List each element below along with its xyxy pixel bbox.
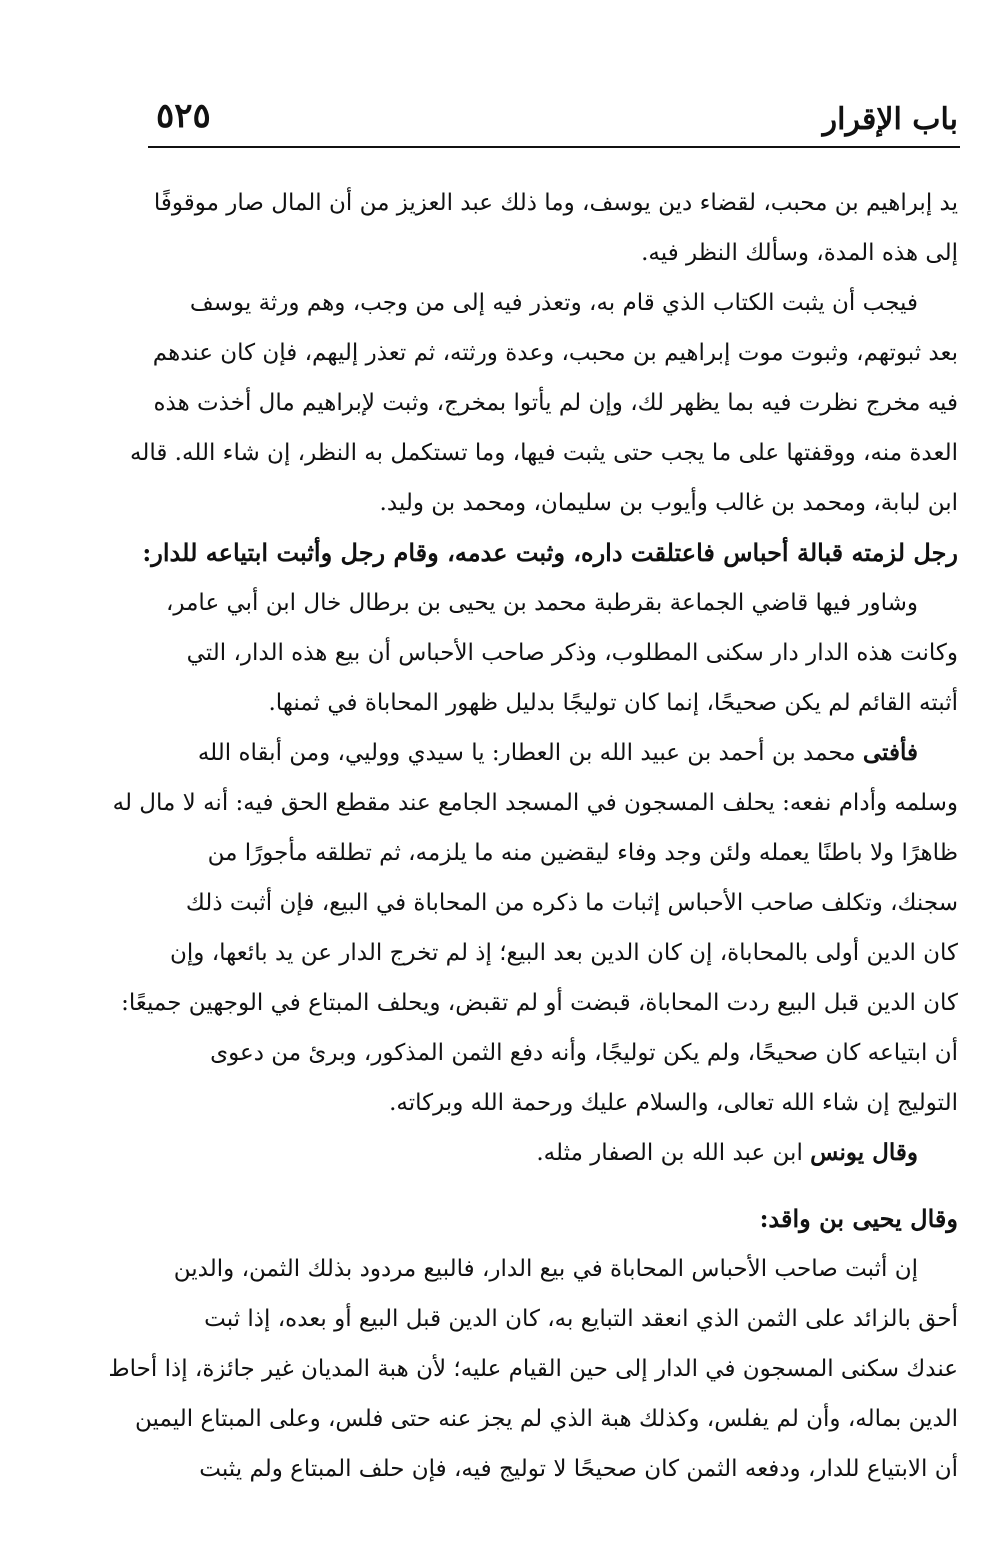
text-line: التوليج إن شاء الله تعالى، والسلام عليك ورحمة الله وبركاته. bbox=[389, 1090, 958, 1116]
text-line: وسلمه وأدام نفعه: يحلف المسجون في المسجد الجامع عند مقطع الحق فيه: أنه لا مال له bbox=[112, 790, 958, 816]
body-text bbox=[100, 178, 958, 1494]
text-line: فيه مخرج نظرت فيه بما يظهر لك، وإن لم يأتوا بمخرج، وثبت لإبراهيم مال أخذت هذه bbox=[153, 390, 958, 416]
text-line: أن الابتياع للدار، ودفعه الثمن كان صحيحًا لا توليج فيه، فإن حلف المبتاع ولم يثبت bbox=[199, 1456, 958, 1482]
lead-word: وقال يونس bbox=[810, 1139, 918, 1166]
text-line: عندك سكنى المسجون في الدار إلى حين القيام عليه؛ لأن هبة المديان غير جائزة، إذا أحاط bbox=[108, 1356, 958, 1382]
text-line: إلى هذه المدة، وسألك النظر فيه. bbox=[641, 240, 958, 266]
text-line: أحق بالزائد على الثمن الذي انعقد التبايع به، كان الدين قبل البيع أو بعده، إذا ثبت bbox=[204, 1306, 958, 1332]
page-header bbox=[148, 86, 960, 148]
line-text: ابن عبد الله بن الصفار مثله. bbox=[536, 1140, 803, 1166]
line-text: محمد بن أحمد بن عبيد الله بن العطار: يا سيدي ووليي، ومن أبقاه الله bbox=[197, 740, 856, 766]
text-line: أن ابتياعه كان صحيحًا، ولم يكن توليجًا، وأنه دفع الثمن المذكور، وبرئ من دعوى bbox=[210, 1040, 958, 1066]
text-line: أثبته القائم لم يكن صحيحًا، إنما كان توليجًا بدليل ظهور المحاباة في ثمنها. bbox=[268, 690, 958, 716]
text-line: ابن لبابة، ومحمد بن غالب وأيوب بن سليمان، ومحمد بن وليد. bbox=[379, 490, 958, 516]
section-heading: وقال يحيى بن واقد: bbox=[759, 1204, 958, 1233]
text-line: كان الدين قبل البيع ردت المحاباة، قبضت أو لم تقبض، ويحلف المبتاع في الوجهين جميعًا: bbox=[121, 990, 958, 1016]
running-title: باب الإقرار bbox=[822, 102, 958, 137]
text-line bbox=[100, 1128, 958, 1178]
text-line: يد إبراهيم بن محبب، لقضاء دين يوسف، وما ذلك عبد العزيز من أن المال صار موقوفًا bbox=[153, 190, 958, 216]
text-line: إن أثبت صاحب الأحباس المحاباة في بيع الدار، فالبيع مردود بذلك الثمن، والدين bbox=[173, 1256, 918, 1282]
text-line: وكانت هذه الدار دار سكنى المطلوب، وذكر صاحب الأحباس أن بيع هذه الدار، التي bbox=[186, 640, 958, 666]
page-number: ٥٢٥ bbox=[156, 96, 211, 136]
section-heading: رجل لزمته قبالة أحباس فاعتلقت داره، وثبت عدمه، وقام رجل وأثبت ابتياعه للدار: bbox=[142, 538, 958, 567]
text-line: وشاور فيها قاضي الجماعة بقرطبة محمد بن يحيى بن برطال خال ابن أبي عامر، bbox=[166, 590, 918, 616]
text-line bbox=[100, 728, 958, 778]
paragraph-gap bbox=[100, 1178, 958, 1194]
text-line: ظاهرًا ولا باطنًا يعمله ولئن وجد وفاء ليقضين منه ما يلزمه، ثم تطلقه مأجورًا من bbox=[207, 840, 958, 866]
text-line: فيجب أن يثبت الكتاب الذي قام به، وتعذر فيه إلى من وجب، وهم ورثة يوسف bbox=[189, 290, 918, 316]
text-line: كان الدين أولى بالمحاباة، إن كان الدين بعد البيع؛ إذ لم تخرج الدار عن يد بائعها، وإن bbox=[170, 940, 958, 966]
text-line: الدين بماله، وأن لم يفلس، وكذلك هبة الذي لم يجز عنه حتى فلس، وعلى المبتاع اليمين bbox=[135, 1406, 958, 1432]
text-line: العدة منه، ووقفتها على ما يجب حتى يثبت فيها، وما تستكمل به النظر، إن شاء الله. قاله bbox=[130, 440, 958, 466]
text-line: سجنك، وتكلف صاحب الأحباس إثبات ما ذكره من المحاباة في البيع، فإن أثبت ذلك bbox=[185, 890, 958, 916]
text-line: بعد ثبوتهم، وثبوت موت إبراهيم بن محبب، وعدة ورثته، ثم تعذر إليهم، فإن كان عندهم bbox=[152, 340, 958, 366]
lead-word: فأفتى bbox=[862, 739, 918, 766]
